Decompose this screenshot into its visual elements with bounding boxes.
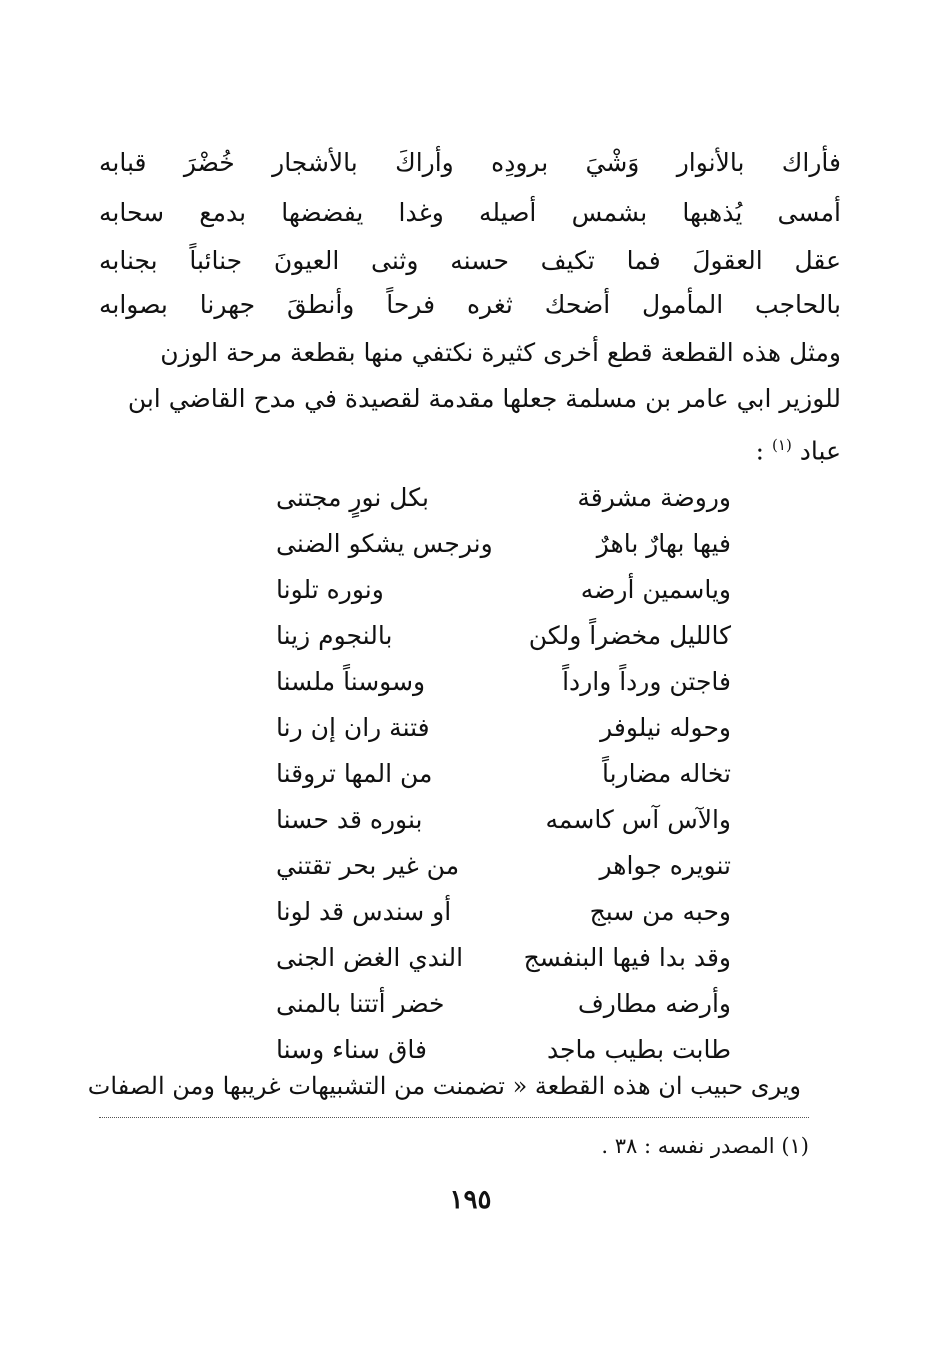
verse-second-half: ونرجس يشكو الضنى	[276, 529, 493, 558]
closing-paragraph: ويرى حبيب ان هذه القطعة « تضمنت من التشبيهات غريبها ومن الصفات	[87, 1072, 801, 1100]
verse-first-half: فاجتن ورداً وارداً	[562, 667, 731, 696]
verse-second-half: بالنجوم زينا	[276, 621, 393, 650]
verse-first-half: تنويره جواهر	[599, 851, 731, 880]
intro-text: ومثل هذه القطعة قطع أخرى كثيرة نكتفي منها بقطعة مرحة الوزن للوزير ابي عامر بن مسلمة جعلها مقدمة لقصيدة في مدح القاضي ابن عباد	[127, 338, 841, 466]
verse-first-half: وحبه من سبج	[589, 897, 731, 926]
intro-colon: :	[755, 436, 765, 466]
verse-first-half: والآس آس كاسمه	[545, 805, 731, 834]
verse-second-half: فاق سناء وسنا	[276, 1035, 427, 1064]
verse-first-half: وقد بدا فيها البنفسج	[523, 943, 731, 972]
footnote-marker: (١)	[772, 436, 792, 454]
page-number: ١٩٥	[449, 1185, 492, 1215]
verse-first-half: تخاله مضارباً	[601, 759, 731, 788]
footnote: (١) المصدر نفسه : ٣٨ .	[601, 1134, 809, 1158]
verse-second-half: ونوره تلونا	[276, 575, 384, 604]
verse-first-half: وأرضه مطارف	[577, 989, 731, 1018]
verse-first-half: فيها بهارٌ باهرٌ	[596, 529, 731, 558]
intro-paragraph	[99, 330, 841, 474]
verse-first-half: كالليل مخضراً ولكن	[528, 621, 731, 650]
verse-first-half: وياسمين أرضه	[580, 575, 731, 604]
verse-first-half: طابت بطيب ماجد	[546, 1035, 731, 1064]
poem-top-line-2: أمسى يُذهبها بشمس أصيله وغدا يفضضها بدمع سحابه	[99, 198, 841, 227]
verse-second-half: من المها تروقنا	[276, 759, 433, 788]
verse-second-half: بنوره قد حسنا	[276, 805, 423, 834]
poem-top-line-3: عقل العقولَ فما تكيف حسنه وثنى العيونَ جنائباً بجنابه	[99, 246, 841, 275]
verse-second-half: أو سندس قد لونا	[276, 897, 452, 926]
footnote-divider	[99, 1117, 809, 1118]
verse-second-half: خضر أتتنا بالمنى	[276, 989, 445, 1018]
verse-second-half: الندي الغض الجنى	[276, 943, 464, 972]
verse-second-half: من غير بحر تقتني	[276, 851, 460, 880]
verse-first-half: وروضة مشرقة	[577, 483, 731, 512]
verse-first-half: وحوله نيلوفر	[600, 713, 731, 742]
verse-second-half: فتنة ران إن رنا	[276, 713, 430, 742]
verse-second-half: وسوسناً ملسنا	[276, 667, 426, 696]
poem-top-line-1: فأراك بالأنوار وَشْيَ برودِه وأراكَ بالأشجار خُضْرَ قبابه	[99, 148, 841, 177]
poem-top-line-4: بالحاجب المأمول أضحك ثغره فرحاً وأنطقَ جهرنا بصوابه	[99, 290, 841, 319]
verse-second-half: بكل نورٍ مجتنى	[276, 483, 429, 512]
